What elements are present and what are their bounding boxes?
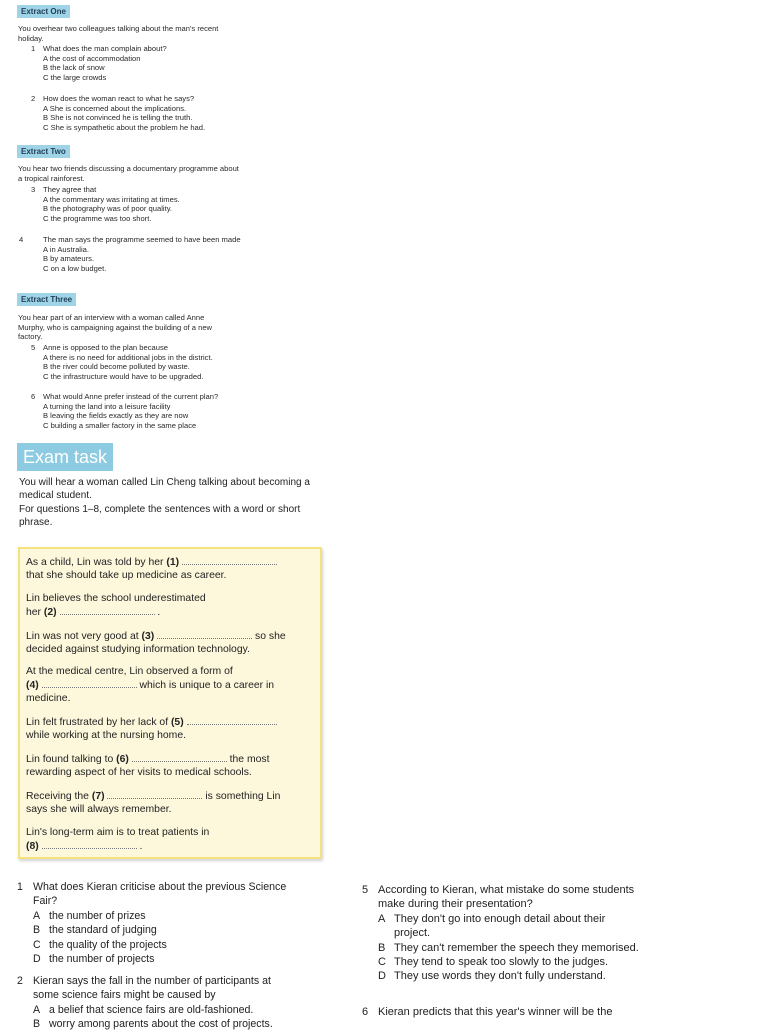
question-stem: Kieran says the fall in the number of participants at xyxy=(33,975,271,987)
question-stem: How does the woman react to what he says? xyxy=(43,94,195,103)
question-stem-cont: Fair? xyxy=(33,895,58,908)
science-question-1 xyxy=(17,880,286,966)
exam-instruction: For questions 1–8, complete the sentences with a word or short phrase. xyxy=(19,504,301,528)
question-stem: According to Kieran, what mistake do some students xyxy=(378,884,635,896)
option-c: C on a low budget. xyxy=(43,263,107,273)
question-1 xyxy=(31,44,261,82)
option-c: C the programme was too short. xyxy=(43,213,152,223)
gap-number-7: (7) xyxy=(91,791,105,802)
question-4 xyxy=(19,235,251,273)
extract-three-label: Extract Three xyxy=(17,293,76,306)
option-a: A They don't go into enough detail about their xyxy=(378,912,606,925)
sentence-text: rewarding aspect of her visits to medical schools. xyxy=(26,767,252,778)
gap-number-6: (6) xyxy=(116,754,129,765)
question-stem: What does Kieran criticise about the previous Science xyxy=(33,881,287,893)
sentence-text: Lin's long-term aim is to treat patients in xyxy=(26,827,210,838)
question-6 xyxy=(31,392,261,430)
gap-8[interactable] xyxy=(42,839,137,849)
exam-intro: You will hear a woman called Lin Cheng talking about becoming a medical student. xyxy=(19,477,310,501)
gap-number-5: (5) xyxy=(170,717,184,728)
option-d: D the number of projects xyxy=(33,953,155,966)
option-b: B She is not convinced he is telling the truth. xyxy=(43,113,193,122)
option-c: C the large crowds xyxy=(43,72,107,82)
option-a-cont: project. xyxy=(394,927,431,940)
question-stem: Anne is opposed to the plan because xyxy=(43,343,168,352)
sentence-text: that she should take up medicine as career. xyxy=(26,570,227,581)
sentence-text: so she xyxy=(255,631,286,642)
gap-1[interactable] xyxy=(182,555,277,565)
option-b: B by amateurs. xyxy=(43,254,95,263)
option-c: C the quality of the projects xyxy=(33,938,167,951)
question-number: 1 xyxy=(17,881,23,893)
option-c: C She is sympathetic about the problem he had. xyxy=(43,122,206,132)
science-question-6 xyxy=(362,1005,612,1019)
gap-2[interactable] xyxy=(60,605,155,615)
gap-number-4: (4) xyxy=(26,680,39,691)
sentence-text: says she will always remember. xyxy=(26,804,172,815)
option-b: B worry among parents about the cost of projects. xyxy=(33,1018,273,1031)
sentence-text: . xyxy=(157,607,161,618)
gap-number-2: (2) xyxy=(43,607,57,618)
sentence-completion-box xyxy=(18,547,322,859)
question-stem-cont: some science fairs might be caused by xyxy=(33,989,216,1002)
question-stem-cont: make during their presentation? xyxy=(378,898,533,911)
option-a: A turning the land into a leisure facility xyxy=(43,401,171,411)
option-c: C building a smaller factory in the same place xyxy=(43,420,197,430)
question-number: 4 xyxy=(19,235,24,244)
question-number: 5 xyxy=(362,884,369,896)
question-number: 6 xyxy=(31,392,36,401)
option-b: B They can't remember the speech they memorised. xyxy=(378,941,639,954)
sentence-1 xyxy=(26,555,316,582)
extract-one-intro: You overhear two colleagues talking about the man's recent holiday. xyxy=(18,24,219,43)
option-b: B the lack of snow xyxy=(43,63,105,72)
question-stem: The man says the programme seemed to have been made xyxy=(43,235,241,244)
question-stem: What would Anne prefer instead of the current plan? xyxy=(43,392,219,401)
question-number: 1 xyxy=(31,44,36,53)
sentence-text: As a child, Lin was told by her xyxy=(26,557,164,568)
gap-7[interactable] xyxy=(107,789,202,799)
option-a: A a belief that science fairs are old-fashioned. xyxy=(33,1003,254,1016)
option-b: B leaving the fields exactly as they are now xyxy=(43,411,189,420)
extract-two-label: Extract Two xyxy=(17,145,70,158)
sentence-text: Lin felt frustrated by her lack of xyxy=(26,717,169,728)
sentence-text: her xyxy=(26,607,42,618)
gap-number-8: (8) xyxy=(26,841,39,852)
sentence-text: decided against studying information technology. xyxy=(26,644,250,655)
gap-number-3: (3) xyxy=(141,631,155,642)
extract-one-label: Extract One xyxy=(17,5,70,18)
option-a: A She is concerned about the implications. xyxy=(43,103,187,113)
science-question-2 xyxy=(17,974,273,1032)
exam-task-heading: Exam task xyxy=(17,443,113,471)
sentence-text: while working at the nursing home. xyxy=(26,730,186,741)
question-5 xyxy=(31,343,261,381)
sentence-text: Lin was not very good at xyxy=(26,631,139,642)
question-number: 2 xyxy=(17,975,23,987)
sentence-text: medicine. xyxy=(26,693,71,704)
question-number: 2 xyxy=(31,94,36,103)
option-c: C the infrastructure would have to be upgraded. xyxy=(43,371,204,381)
gap-3[interactable] xyxy=(157,629,252,639)
question-3 xyxy=(31,185,261,223)
option-c: C They tend to speak too slowly to the judges. xyxy=(378,956,609,969)
option-a: A the commentary was irritating at times. xyxy=(43,194,180,204)
option-a: A the cost of accommodation xyxy=(43,53,141,63)
option-a: A in Australia. xyxy=(43,244,90,254)
sentence-5 xyxy=(26,715,316,742)
option-b: B the standard of judging xyxy=(33,924,157,937)
option-b: B the photography was of poor quality. xyxy=(43,204,173,213)
question-stem: They agree that xyxy=(43,185,97,194)
sentence-6 xyxy=(26,752,316,779)
option-a: A the number of prizes xyxy=(33,909,146,922)
sentence-text: At the medical centre, Lin observed a form of xyxy=(26,666,233,677)
sentence-4 xyxy=(26,665,316,705)
option-b: B the river could become polluted by waste. xyxy=(43,362,190,371)
extract-three-intro: You hear part of an interview with a woman called Anne Murphy, who is campaigning against the building of a new factory. xyxy=(18,313,213,341)
option-a: A there is no need for additional jobs in the district. xyxy=(43,352,213,362)
sentence-text: Lin found talking to xyxy=(26,754,114,765)
question-number: 6 xyxy=(362,1006,369,1018)
sentence-text: Receiving the xyxy=(26,791,89,802)
sentence-text: Lin believes the school underestimated xyxy=(26,593,206,604)
question-number: 3 xyxy=(31,185,36,194)
question-2 xyxy=(31,94,261,132)
sentence-7 xyxy=(26,789,316,816)
question-number: 5 xyxy=(31,343,36,352)
science-question-5 xyxy=(362,883,639,984)
option-d: D They use words they don't fully understand. xyxy=(378,970,606,983)
question-stem: Kieran predicts that this year's winner will be the xyxy=(378,1006,613,1018)
sentence-text: the most xyxy=(229,754,270,765)
sentence-2 xyxy=(26,592,316,619)
sentence-3 xyxy=(26,629,316,656)
sentence-8 xyxy=(26,826,316,853)
extract-two-intro: You hear two friends discussing a documentary programme about a tropical rainforest. xyxy=(18,164,239,183)
gap-6[interactable] xyxy=(132,752,227,762)
gap-number-1: (1) xyxy=(166,557,180,568)
question-stem: What does the man complain about? xyxy=(43,44,167,53)
gap-5[interactable] xyxy=(187,715,277,725)
sentence-text: which is unique to a career in xyxy=(139,680,275,691)
sentence-text: is something Lin xyxy=(205,791,281,802)
gap-4[interactable] xyxy=(42,678,137,688)
sentence-text: . xyxy=(139,841,143,852)
